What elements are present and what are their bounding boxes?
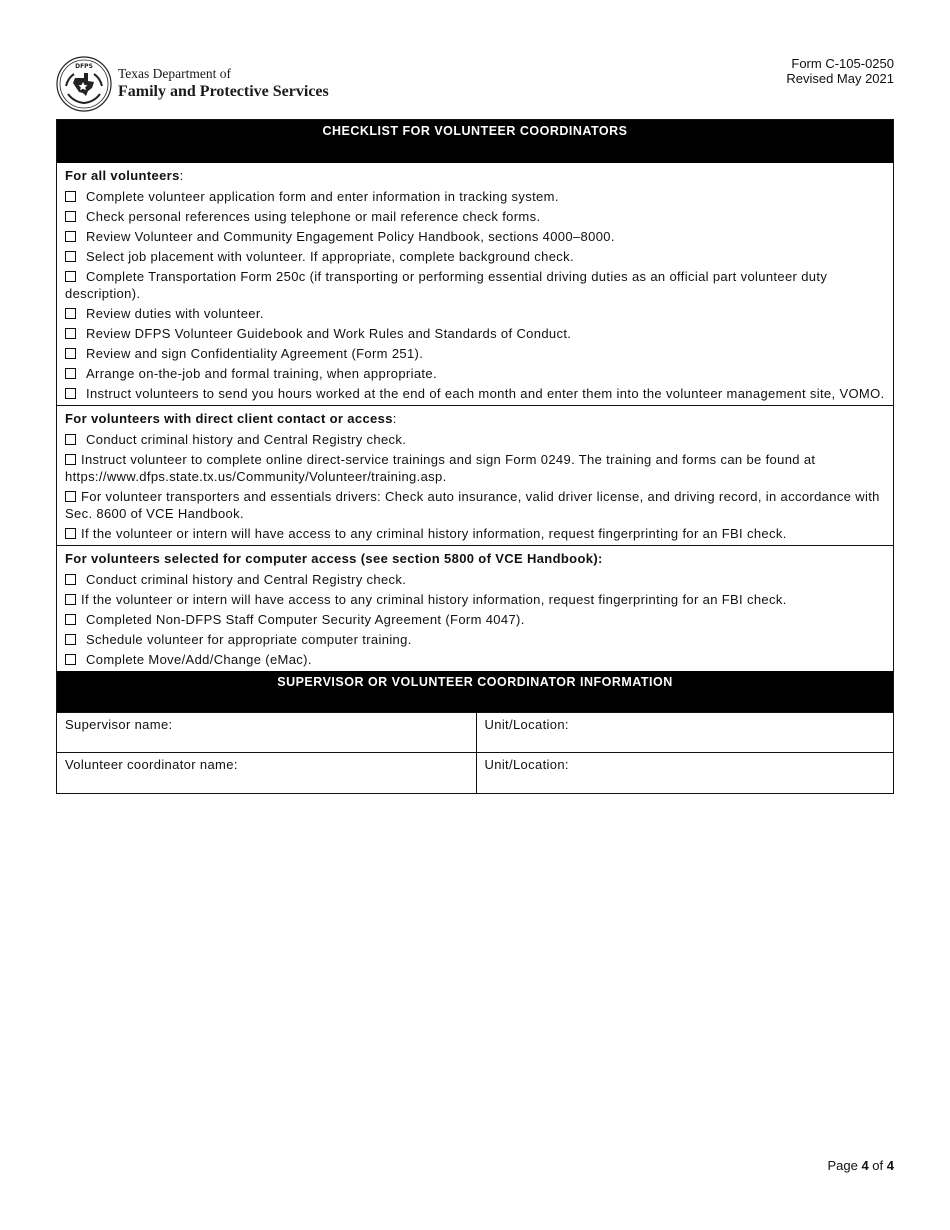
checklist-title: CHECKLIST FOR VOLUNTEER COORDINATORS	[57, 120, 893, 163]
page-prefix: Page	[827, 1158, 858, 1173]
coordinator-name-label: Volunteer coordinator name:	[65, 757, 238, 772]
checkbox[interactable]	[65, 654, 76, 665]
supervisor-unit-field[interactable]	[476, 713, 893, 753]
dfps-seal-logo	[56, 56, 112, 112]
coordinator-unit-field[interactable]	[476, 753, 893, 793]
checklist-sections	[57, 163, 893, 671]
checkbox[interactable]	[65, 574, 76, 585]
coordinator-name-field[interactable]	[57, 753, 476, 793]
section-heading-text: For volunteers with direct client contact or access	[65, 411, 393, 426]
checklist-item	[65, 571, 885, 588]
checklist-item-text: Review DFPS Volunteer Guidebook and Work Rules and Standards of Conduct.	[86, 326, 572, 341]
checkbox[interactable]	[65, 614, 76, 625]
checkbox[interactable]	[65, 434, 76, 445]
checklist-item	[65, 325, 885, 342]
checkbox[interactable]	[65, 454, 76, 465]
checklist-item-text: If the volunteer or intern will have access to any criminal history information, request fingerprinting for an FBI check.	[81, 592, 787, 607]
section-heading	[65, 410, 885, 428]
info-table	[57, 712, 893, 793]
checklist-item	[65, 385, 885, 402]
checklist-item	[65, 228, 885, 245]
checkbox[interactable]	[65, 271, 76, 282]
checkbox[interactable]	[65, 211, 76, 222]
checklist-item-text: Review and sign Confidentiality Agreement (Form 251).	[86, 346, 424, 361]
checkbox[interactable]	[65, 308, 76, 319]
checkbox[interactable]	[65, 491, 76, 502]
checklist-item	[65, 591, 885, 608]
form-number-block	[786, 56, 894, 86]
coordinator-row	[57, 753, 893, 793]
page-total: 4	[886, 1158, 894, 1173]
checklist-item	[65, 268, 885, 302]
checklist-item	[65, 431, 885, 448]
coordinator-unit-label: Unit/Location:	[484, 757, 569, 772]
checklist-item	[65, 188, 885, 205]
checklist-item-text: Schedule volunteer for appropriate computer training.	[86, 632, 412, 647]
checklist-item-text: Select job placement with volunteer. If appropriate, complete background check.	[86, 249, 574, 264]
agency-line-1: Texas Department of	[118, 66, 232, 81]
checklist-item	[65, 651, 885, 668]
checklist-section	[57, 545, 893, 671]
checkbox[interactable]	[65, 191, 76, 202]
supervisor-name-field[interactable]	[57, 713, 476, 753]
checkbox[interactable]	[65, 634, 76, 645]
checkbox[interactable]	[65, 368, 76, 379]
revised-date: Revised May 2021	[786, 71, 894, 86]
section-heading	[65, 167, 885, 185]
checklist-item-text: Instruct volunteer to complete online direct-service trainings and sign Form 0249. The training and forms can be found at https://www.dfps.state.tx.us/Community/Volunteer/training.asp.	[65, 452, 816, 484]
checkbox[interactable]	[65, 251, 76, 262]
checklist-item-text: Conduct criminal history and Central Registry check.	[86, 432, 407, 447]
checkbox[interactable]	[65, 594, 76, 605]
section-heading-suffix: :	[179, 168, 184, 183]
checklist-form	[56, 119, 894, 794]
checklist-item	[65, 248, 885, 265]
checklist-item-text: Conduct criminal history and Central Registry check.	[86, 572, 407, 587]
checklist-item-text: Complete volunteer application form and enter information in tracking system.	[86, 189, 559, 204]
checklist-item-text: Instruct volunteers to send you hours worked at the end of each month and enter them into the volunteer management site, VOMO.	[86, 386, 885, 401]
checklist-item-text: Complete Transportation Form 250c (if transporting or performing essential driving duties as an official part volunteer duty description).	[65, 269, 828, 301]
checklist-item-text: Review duties with volunteer.	[86, 306, 264, 321]
checklist-item-text: Review Volunteer and Community Engagement Policy Handbook, sections 4000–8000.	[86, 229, 615, 244]
info-title: SUPERVISOR OR VOLUNTEER COORDINATOR INFORMATION	[57, 671, 893, 712]
checklist-item-text: Arrange on-the-job and formal training, when appropriate.	[86, 366, 437, 381]
page-number	[827, 1158, 894, 1173]
section-heading-text: For volunteers selected for computer access (see section 5800 of VCE Handbook):	[65, 551, 603, 566]
checklist-item-text: Check personal references using telephone or mail reference check forms.	[86, 209, 541, 224]
supervisor-name-label: Supervisor name:	[65, 717, 173, 732]
section-heading-suffix: :	[392, 411, 397, 426]
section-heading-text: For all volunteers	[65, 168, 180, 183]
checkbox[interactable]	[65, 328, 76, 339]
agency-line-2: Family and Protective Services	[118, 83, 329, 100]
page-of: of	[872, 1158, 884, 1173]
checkbox[interactable]	[65, 231, 76, 242]
checklist-item	[65, 305, 885, 322]
checklist-item	[65, 345, 885, 362]
checkbox[interactable]	[65, 388, 76, 399]
checklist-item	[65, 365, 885, 382]
checklist-section	[57, 163, 893, 405]
checklist-item-text: Complete Move/Add/Change (eMac).	[86, 652, 312, 667]
checklist-item-text: For volunteer transporters and essentials drivers: Check auto insurance, valid driver license, and driving record, in accordance with Sec. 8600 of VCE Handbook.	[65, 489, 880, 521]
checkbox[interactable]	[65, 348, 76, 359]
page-current: 4	[861, 1158, 869, 1173]
checklist-item	[65, 611, 885, 628]
svg-text:DFPS: DFPS	[75, 63, 93, 70]
supervisor-row	[57, 713, 893, 753]
checklist-item-text: Completed Non-DFPS Staff Computer Security Agreement (Form 4047).	[86, 612, 525, 627]
checklist-item	[65, 208, 885, 225]
supervisor-unit-label: Unit/Location:	[484, 717, 569, 732]
page-header	[56, 54, 894, 114]
section-heading	[65, 550, 885, 568]
checklist-item	[65, 451, 885, 485]
checklist-section	[57, 405, 893, 545]
checklist-item	[65, 488, 885, 522]
checkbox[interactable]	[65, 528, 76, 539]
checklist-item-text: If the volunteer or intern will have access to any criminal history information, request fingerprinting for an FBI check.	[81, 526, 787, 541]
form-number: Form C-105-0250	[791, 56, 894, 71]
checklist-item	[65, 525, 885, 542]
checklist-item	[65, 631, 885, 648]
agency-name	[118, 66, 329, 102]
